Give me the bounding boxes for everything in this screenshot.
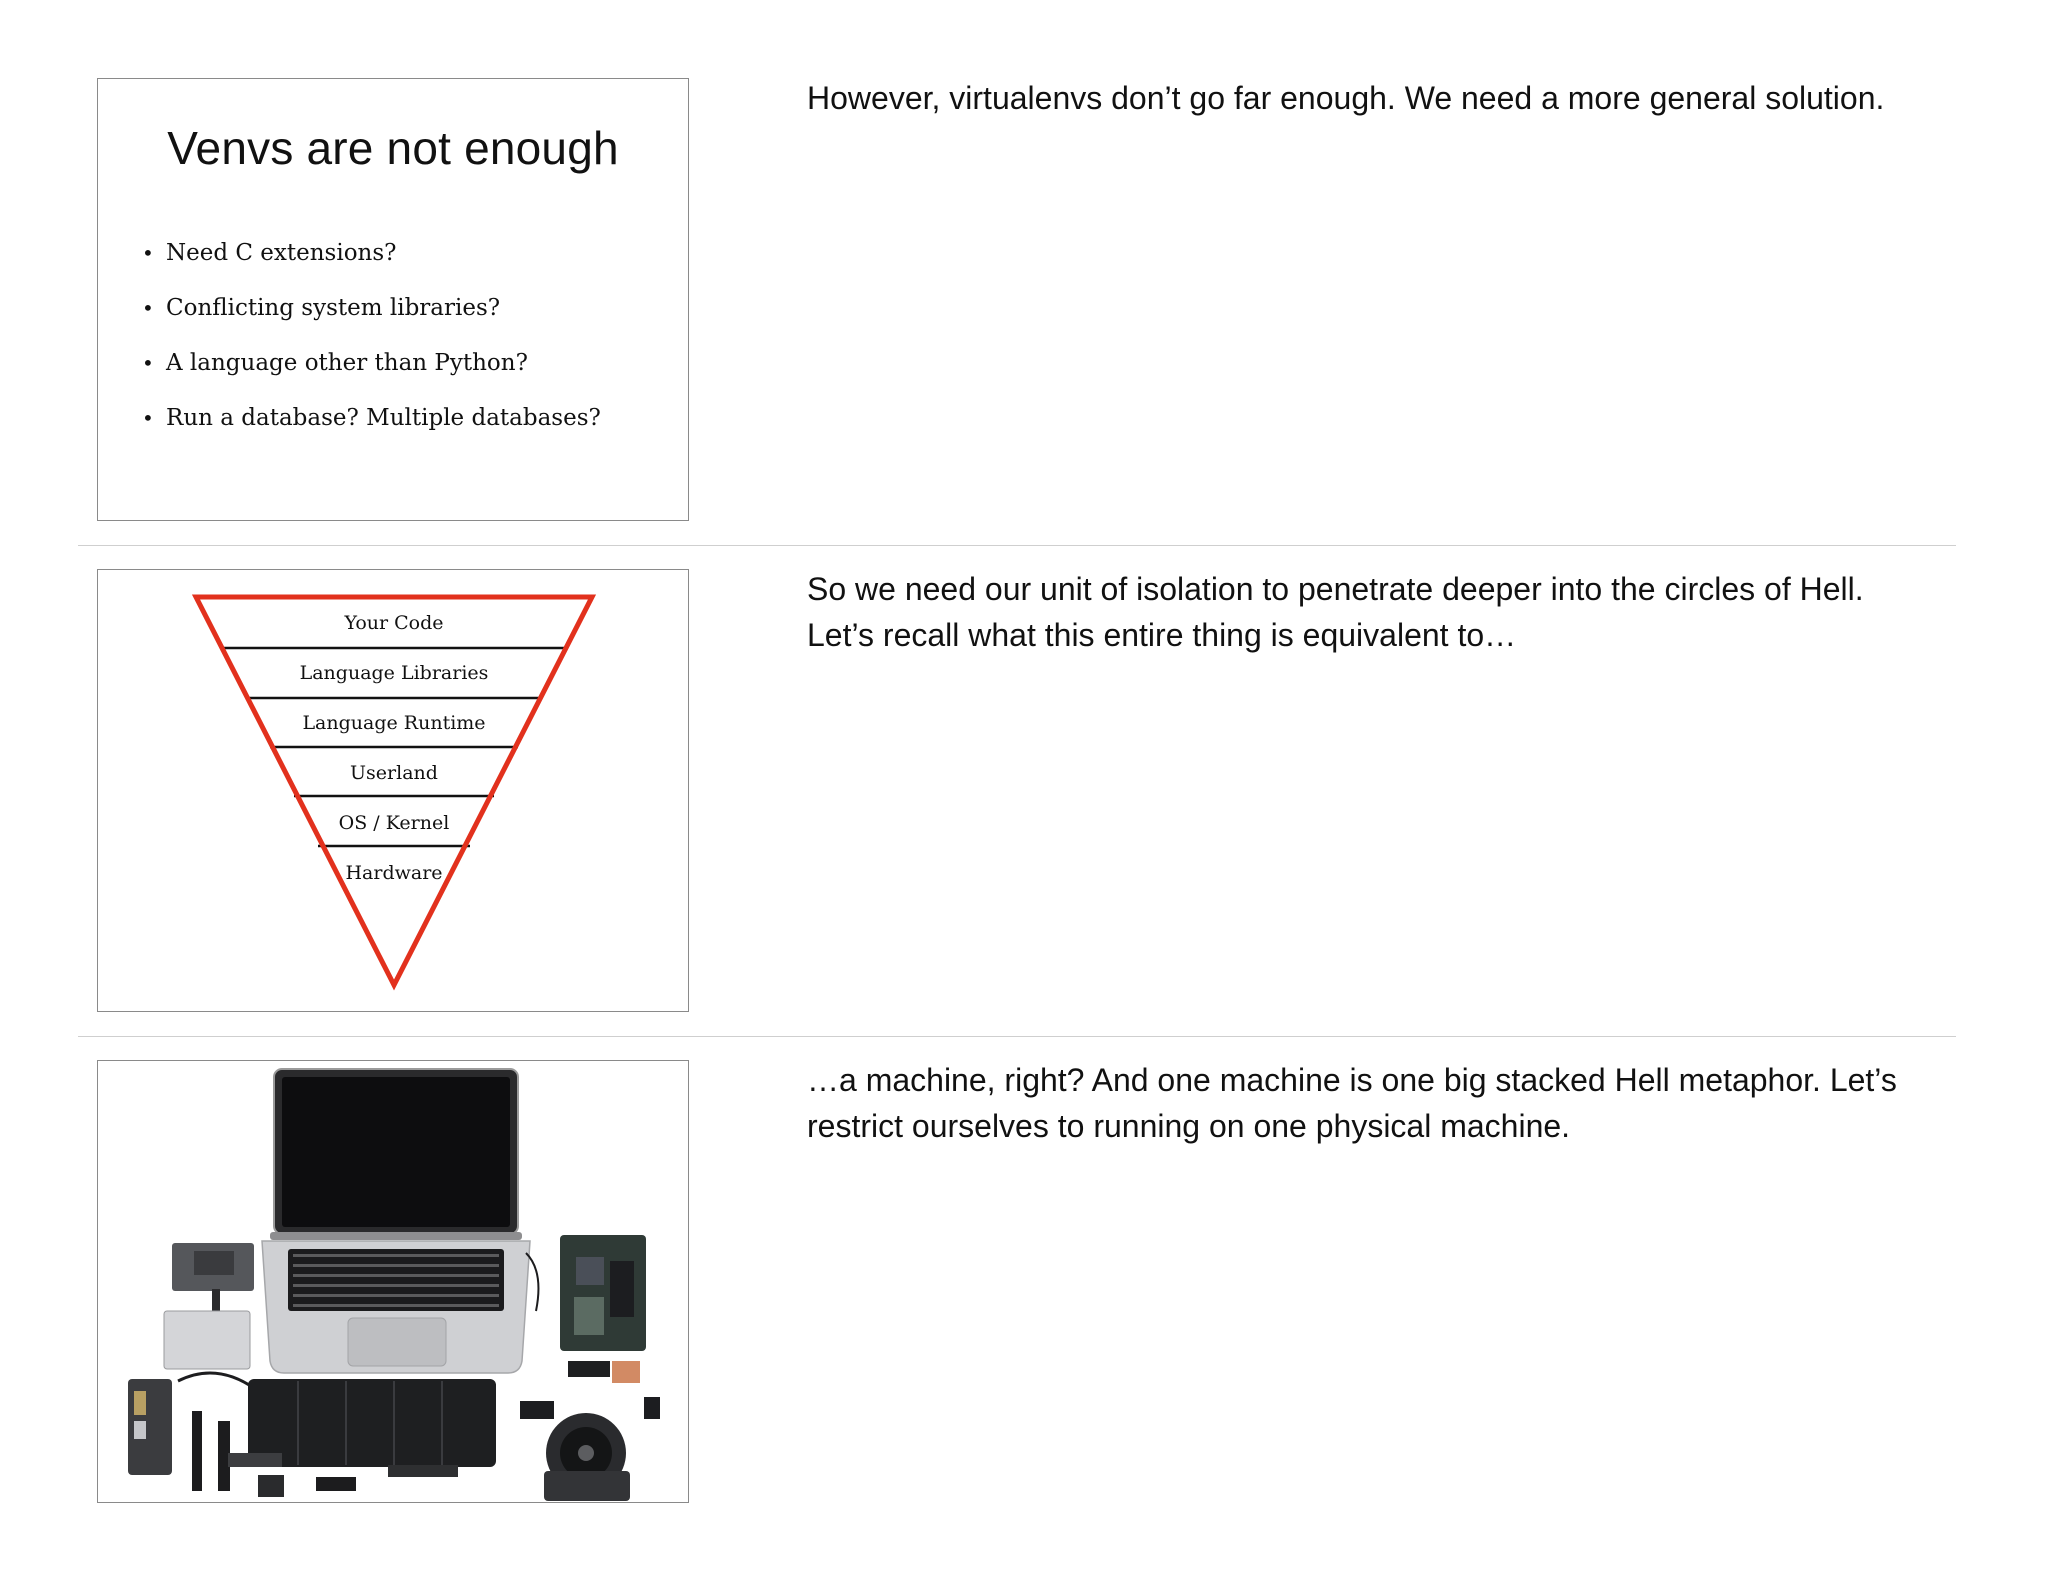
- layer-label-userland: Userland: [350, 762, 438, 784]
- bullet-icon: •: [142, 406, 154, 430]
- notes-line: So we need our unit of isolation to penetrate deeper into the circles of Hell.: [807, 571, 1864, 607]
- slide-title: Venvs are not enough: [167, 122, 619, 174]
- bullet-text: Conflicting system libraries?: [166, 295, 501, 321]
- laptop-teardown-photo: [98, 1061, 689, 1503]
- slide-thumbnail-2[interactable]: [97, 569, 689, 1012]
- speaker-notes-1: However, virtualenvs don’t go far enough. We need a more general solution.: [807, 80, 1885, 116]
- layer-label-language-libraries: Language Libraries: [299, 662, 489, 684]
- bullet-text: A language other than Python?: [166, 350, 528, 376]
- slide-thumbnail-3[interactable]: [97, 1060, 689, 1503]
- notes-line: restrict ourselves to running on one physical machine.: [807, 1108, 1571, 1144]
- row-divider: [78, 545, 1956, 546]
- bullet-text: Need C extensions?: [166, 240, 397, 266]
- layer-label-hardware: Hardware: [345, 862, 443, 884]
- notes-line: Let’s recall what this entire thing is equivalent to…: [807, 617, 1517, 653]
- bullet-icon: •: [142, 296, 154, 320]
- notes-line: …a machine, right? And one machine is one big stacked Hell metaphor. Let’s: [807, 1062, 1897, 1098]
- layer-label-your-code: Your Code: [344, 612, 444, 634]
- bullet-text: Run a database? Multiple databases?: [166, 405, 601, 431]
- hell-triangle-diagram: [98, 570, 689, 1012]
- bullet-icon: •: [142, 351, 154, 375]
- row-divider: [78, 1036, 1956, 1037]
- speaker-notes-3: [807, 1057, 1957, 1149]
- slide-thumbnail-1[interactable]: [97, 78, 689, 521]
- layer-label-os-kernel: OS / Kernel: [338, 812, 450, 834]
- bullet-icon: •: [142, 241, 154, 265]
- layer-label-language-runtime: Language Runtime: [302, 712, 486, 734]
- triangle-outline: [196, 597, 592, 985]
- speaker-notes-2: [807, 566, 1957, 658]
